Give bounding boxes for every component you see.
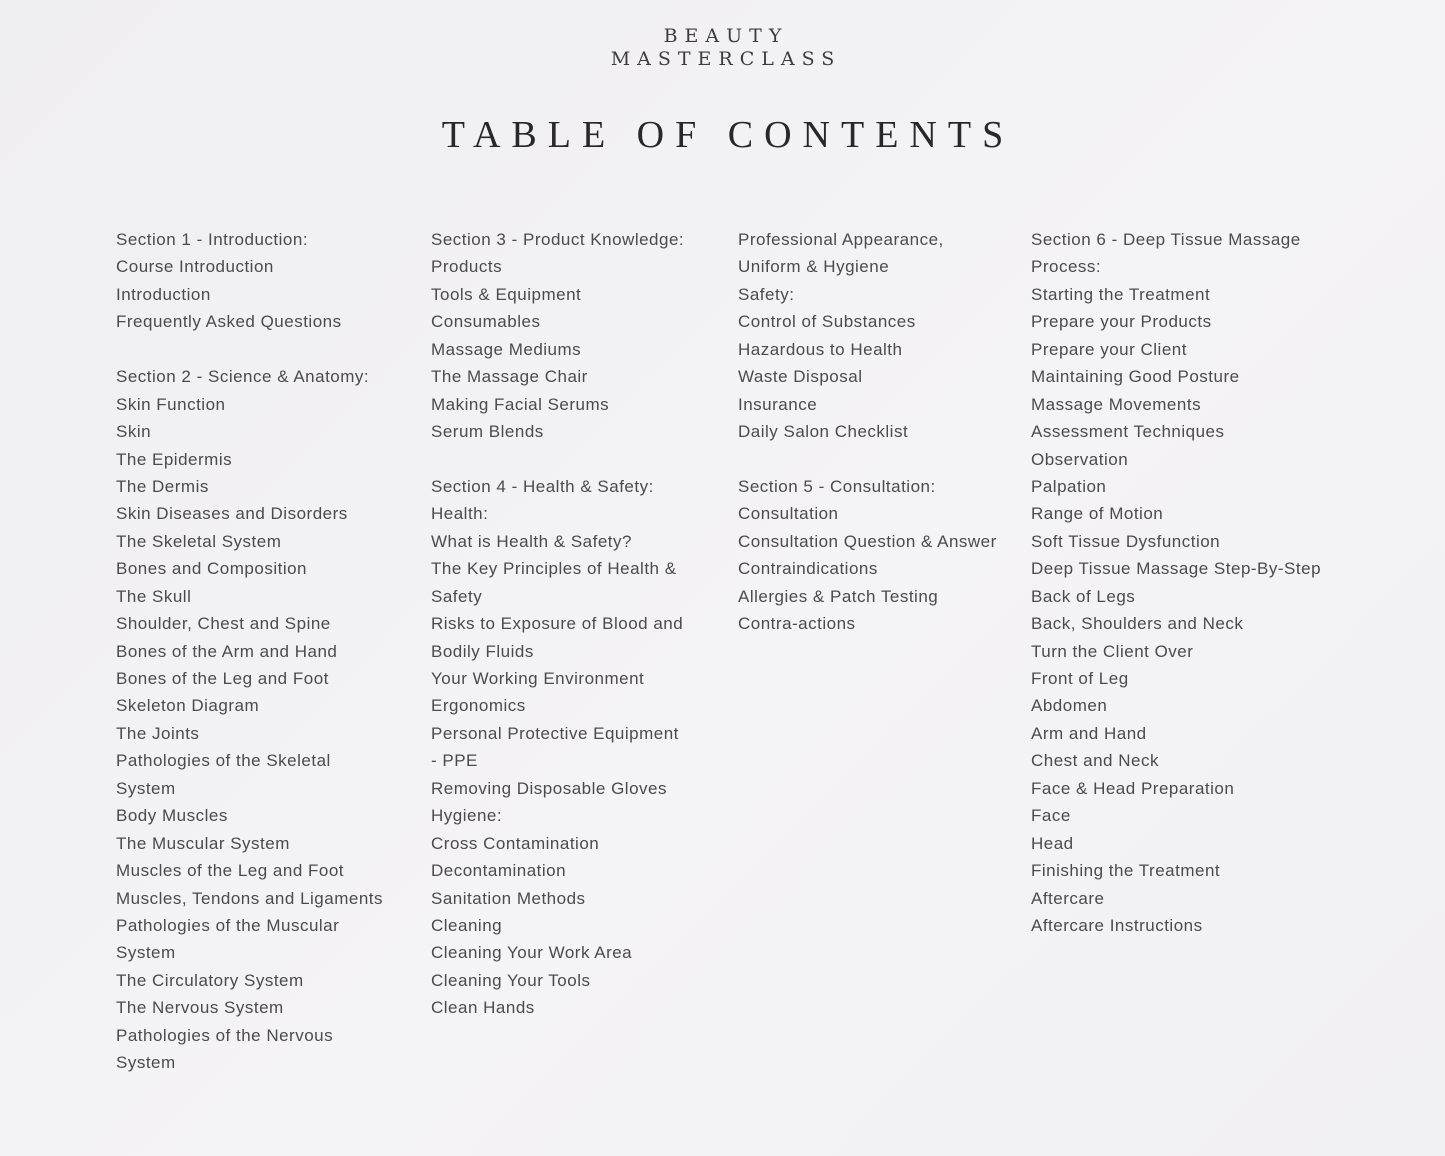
toc-entry: Professional Appearance,: [738, 230, 944, 249]
toc-entry: The Joints: [116, 723, 200, 743]
toc-entry: Skeleton Diagram: [116, 696, 260, 716]
toc-entry: Health:: [431, 504, 489, 524]
toc-entry: Decontamination: [431, 861, 567, 881]
toc-entry: Insurance: [738, 394, 818, 414]
toc-entry: Head: [1031, 833, 1074, 853]
toc-entry: Contraindications: [738, 559, 878, 579]
toc-entry: Bones and Composition: [116, 559, 308, 579]
toc-entry: What is Health & Safety?: [431, 531, 632, 551]
brand-name-line1: BEAUTY: [663, 25, 789, 47]
toc-entry: Hazardous to Health: [738, 339, 903, 359]
toc-entry: The Circulatory System: [116, 970, 304, 990]
toc-entry: Maintaining Good Posture: [1031, 367, 1240, 387]
toc-entry: Arm and Hand: [1031, 723, 1147, 743]
toc-column-2: [431, 226, 684, 1022]
toc-entry: Products: [431, 257, 503, 277]
toc-entry: Your Working Environment: [431, 669, 645, 688]
toc-column-3: [738, 226, 997, 638]
page-title: TABLE OF CONTENTS: [441, 114, 1015, 156]
toc-entry: Face: [1031, 806, 1071, 826]
toc-entry: Sanitation Methods: [431, 888, 586, 908]
toc-entry: Consultation Question & Answer: [738, 531, 997, 551]
toc-entry: Back, Shoulders and Neck: [1031, 614, 1244, 634]
toc-entry: The Massage Chair: [431, 367, 588, 387]
toc-section-heading: Section 3 - Product Knowledge:: [431, 230, 685, 249]
toc-entry: Back of Legs: [1031, 586, 1136, 606]
toc-entry: Pathologies of the Nervous: [116, 1025, 334, 1045]
toc-entry: Assessment Techniques: [1031, 422, 1225, 442]
toc-entry: Aftercare Instructions: [1031, 915, 1203, 935]
toc-entry: Massage Movements: [1031, 394, 1202, 414]
toc-entry: Course Introduction: [116, 257, 274, 277]
toc-entry: Hygiene:: [431, 806, 503, 826]
toc-entry: Range of Motion: [1031, 504, 1164, 524]
toc-entry: Bones of the Arm and Hand: [116, 641, 338, 661]
toc-entry: Shoulder, Chest and Spine: [116, 614, 331, 634]
toc-entry: - PPE: [431, 751, 478, 771]
toc-entry: The Muscular System: [116, 833, 290, 853]
toc-entry: Cleaning Your Tools: [431, 970, 591, 990]
toc-section-heading: Section 6 - Deep Tissue Massage: [1031, 230, 1301, 249]
toc-section-heading: Section 1 - Introduction:: [116, 230, 309, 249]
toc-entry: Soft Tissue Dysfunction: [1031, 531, 1221, 551]
toc-entry: Pathologies of the Skeletal: [116, 751, 331, 771]
toc-section-heading: Section 2 - Science & Anatomy:: [116, 367, 370, 387]
toc-entry: Cleaning: [431, 915, 503, 935]
toc-spacer: [116, 336, 383, 363]
toc-entry: Deep Tissue Massage Step-By-Step: [1031, 559, 1322, 579]
toc-spacer: [738, 446, 997, 473]
toc-entry: Skin Diseases and Disorders: [116, 504, 348, 524]
toc-entry: Waste Disposal: [738, 367, 863, 387]
toc-column-4: [1031, 226, 1321, 939]
toc-entry: Prepare your Client: [1031, 339, 1187, 359]
toc-entry: Pathologies of the Muscular: [116, 915, 340, 935]
toc-entry: Skin: [116, 422, 152, 442]
toc-entry: Safety:: [738, 284, 795, 304]
toc-entry: Introduction: [116, 284, 211, 304]
toc-entry: Observation: [1031, 449, 1129, 469]
toc-entry: The Dermis: [116, 476, 209, 496]
toc-entry: The Key Principles of Health &: [431, 559, 677, 579]
toc-entry: Personal Protective Equipment: [431, 723, 679, 743]
toc-entry: Consultation: [738, 504, 839, 524]
toc-entry: Tools & Equipment: [431, 284, 582, 304]
toc-entry: Turn the Client Over: [1031, 641, 1194, 661]
toc-entry: Skin Function: [116, 394, 226, 414]
toc-column-1: [116, 226, 383, 1077]
toc-entry: Serum Blends: [431, 422, 544, 442]
toc-entry: Uniform & Hygiene: [738, 257, 890, 277]
toc-entry: Process:: [1031, 257, 1102, 277]
toc-entry: Cross Contamination: [431, 833, 600, 853]
toc-entry: Palpation: [1031, 476, 1107, 496]
toc-spacer: [431, 446, 684, 473]
toc-entry: Chest and Neck: [1031, 751, 1159, 771]
toc-entry: System: [116, 778, 176, 798]
toc-entry: Removing Disposable Gloves: [431, 778, 667, 798]
toc-entry: Prepare your Products: [1031, 312, 1212, 332]
toc-entry: The Epidermis: [116, 449, 233, 469]
toc-entry: Front of Leg: [1031, 669, 1129, 688]
toc-entry: System: [116, 943, 176, 963]
toc-entry: The Skeletal System: [116, 531, 282, 551]
toc-entry: Daily Salon Checklist: [738, 422, 909, 442]
toc-entry: Ergonomics: [431, 696, 526, 716]
toc-entry: Starting the Treatment: [1031, 284, 1211, 304]
toc-entry: Control of Substances: [738, 312, 916, 332]
toc-entry: Contra-actions: [738, 614, 856, 634]
toc-entry: Muscles of the Leg and Foot: [116, 861, 345, 881]
toc-entry: Safety: [431, 586, 483, 606]
toc-entry: Bodily Fluids: [431, 641, 534, 661]
toc-entry: Clean Hands: [431, 998, 535, 1018]
toc-entry: The Skull: [116, 586, 192, 606]
toc-entry: Massage Mediums: [431, 339, 582, 359]
toc-entry: System: [116, 1053, 176, 1073]
toc-entry: Bones of the Leg and Foot: [116, 669, 329, 688]
toc-entry: The Nervous System: [116, 998, 284, 1018]
toc-entry: Cleaning Your Work Area: [431, 943, 633, 963]
toc-entry: Frequently Asked Questions: [116, 312, 342, 332]
toc-entry: Aftercare: [1031, 888, 1105, 908]
toc-entry: Making Facial Serums: [431, 394, 610, 414]
brand-name-line2: MASTERCLASS: [610, 48, 842, 70]
toc-section-heading: Section 5 - Consultation:: [738, 476, 936, 496]
toc-section-heading: Section 4 - Health & Safety:: [431, 476, 654, 496]
toc-entry: Muscles, Tendons and Ligaments: [116, 888, 384, 908]
toc-entry: Consumables: [431, 312, 541, 332]
toc-entry: Finishing the Treatment: [1031, 861, 1221, 881]
toc-entry: Abdomen: [1031, 696, 1108, 716]
toc-entry: Risks to Exposure of Blood and: [431, 614, 684, 634]
toc-entry: Body Muscles: [116, 806, 228, 826]
toc-entry: Face & Head Preparation: [1031, 778, 1235, 798]
toc-entry: Allergies & Patch Testing: [738, 586, 939, 606]
